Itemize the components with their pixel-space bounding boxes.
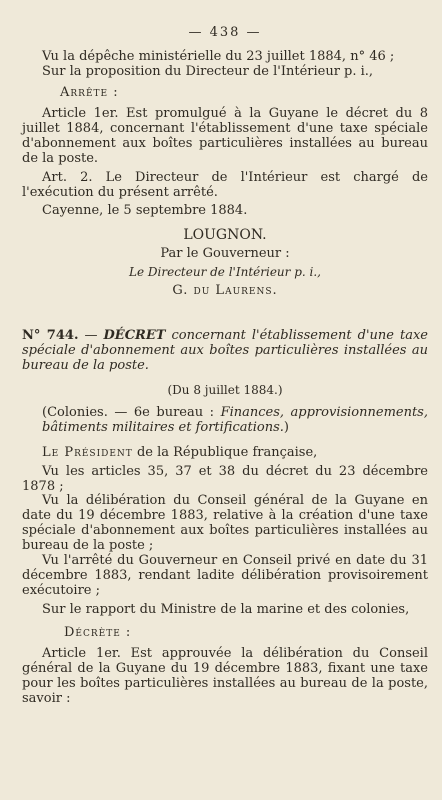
colonies-line [22, 406, 428, 436]
decret-vu-3: Vu l'arrêté du Gouverneur en Conseil privé en date du 31 décembre 1883, rendant ladite délibération provisoirement exécutoire ; [22, 553, 428, 599]
decret-heading: Décrète : [64, 624, 132, 640]
decret-sur: Sur le rapport du Ministre de la marine et des colonies, [42, 602, 410, 617]
par-le-gouverneur: Par le Gouverneur : [160, 246, 290, 262]
president-smallcaps: Le Président [42, 444, 133, 460]
decret-title [22, 329, 428, 374]
arrete-article-2: Art. 2. Le Directeur de l'Intérieur est chargé de l'exécution du présent arrêté. [22, 169, 428, 200]
page-number: — 438 — [188, 25, 262, 40]
colonies-prefix: (Colonies. — 6e bureau : [42, 404, 215, 420]
arrete-heading: Arrête : [60, 84, 119, 100]
decret-article-1: Article 1er. Est approuvée la délibération du Conseil général de la Guyane du 19 décembre 1883, fixant une taxe pour les boîtes particulières installées au bureau de la poste, savoir : [22, 645, 428, 706]
director-name: G. du Laurens. [172, 283, 278, 299]
decret-title-word: DÉCRET [103, 328, 166, 344]
president-line [22, 446, 428, 461]
director-title: Le Directeur de l'Intérieur p. i., [129, 265, 321, 280]
president-rest: de la République française, [136, 444, 318, 460]
signatory: LOUGNON. [183, 227, 267, 244]
place-date: Cayenne, le 5 septembre 1884. [42, 203, 248, 219]
decret-number: N° 744. [22, 328, 79, 344]
colonies-italic: Finances, approvisionnements, bâtiments militaires et fortifications. [42, 404, 428, 435]
colonies-suffix: ) [283, 419, 289, 435]
decret-dash: — [84, 328, 98, 344]
decret-title-rest: concernant l'établissement d'une taxe spéciale d'abonnement aux boîtes particulières installées au bureau de la poste. [22, 328, 428, 374]
proposition-line: Sur la proposition du Directeur de l'Intérieur p. i., [42, 63, 374, 79]
decret-date: (Du 8 juillet 1884.) [167, 382, 283, 397]
decret-vu-2: Vu la délibération du Conseil général de la Guyane en date du 19 décembre 1883, relative à la création d'une taxe spéciale d'abonnement aux boîtes particulières installées au bureau de la poste ; [22, 493, 428, 554]
vu-line: Vu la dépêche ministérielle du 23 juillet 1884, n° 46 ; [42, 49, 395, 64]
decret-vu-1: Vu les articles 35, 37 et 38 du décret du 23 décembre 1878 ; [22, 463, 428, 494]
arrete-article-1: Article 1er. Est promulgué à la Guyane le décret du 8 juillet 1884, concernant l'établissement d'une taxe spéciale d'abonnement aux boîtes particulières installées au bureau de la poste. [22, 105, 428, 166]
